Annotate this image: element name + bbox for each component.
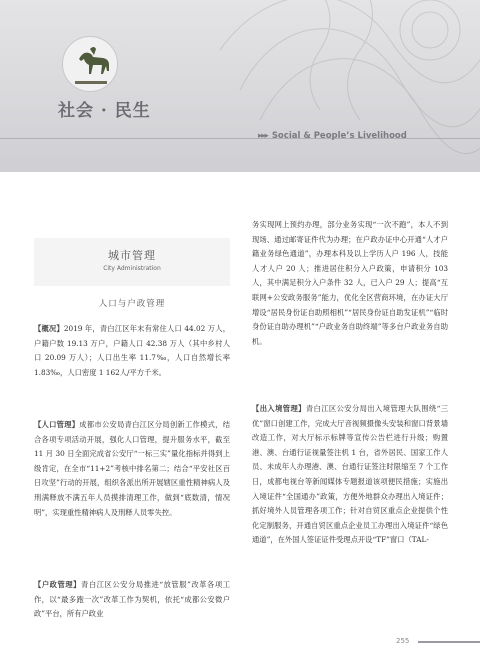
section-heading-box	[34, 238, 230, 286]
paragraph-household-management	[34, 578, 230, 622]
chapter-banner	[0, 0, 480, 172]
horse-icon	[63, 37, 119, 93]
paragraph-overview	[34, 322, 230, 380]
page-number: 255	[396, 637, 410, 645]
chapter-title: 社会 · 民生	[58, 101, 151, 121]
decorative-pattern	[200, 0, 480, 170]
paragraph-tag: 【概况】	[34, 324, 64, 333]
paragraph-tag: 【人口管理】	[34, 420, 80, 429]
paragraph-tag: 【出入境管理】	[252, 404, 306, 413]
bronze-horse-emblem	[62, 36, 118, 92]
paragraph-text: 务实现网上预约办理，部分业务实现“一次不跑”，本人不到现场、通过邮寄证件代为办理；在户政办证中心开通“人才户籍业务绿色通道”，办理本科及以上学历人户 196 人，技能人才人户 20 人；推进居住积分入户政策，申请积分 103 人，其中满足积分入户条件 32 人，已入户 29 人；提高“互联网+公安政务服务”能力，优化全区营商环境，在办证大厅增设“居民身份证自助照相机”“居民身份证自助发证机”“临时身份证自助办理机”“户政业务自助终端”等多台户政业务自助机。	[252, 220, 448, 346]
section-title: 城市管理	[108, 249, 156, 262]
chapter-subtitle-text: Social & People’s Livelihood	[271, 131, 407, 141]
page-number-rule	[418, 641, 480, 643]
banner-divider	[0, 138, 480, 139]
paragraph-text: 2019 年，青白江区年末有常住人口 44.02 万人，户籍户数 19.13 万户，户籍人口 42.38 万人（其中乡村人口 20.09 万人）；人口出生率 11.7‰，人口自然增长率 1.83‰，人口密度 1 162人/平方千米。	[34, 324, 231, 377]
section-subhead: 人口与户政管理	[98, 299, 166, 309]
paragraph-text: 青白江区公安分局出入境管理大队围绕“三优”窗口创建工作，完成大厅音视频摄像头安装和窗口背景墙改造工作，对大厅标示标牌等宣传公告栏进行升级；购置港、澳、台通行证视量签注机 1 台，省外居民、国家工作人员、未成年人办理港、澳、台通行证签注时限缩至 7 个工作日，成都电视台等新闻媒体专题报道该项便民措施；实施出入境证件“全国通办”政策，方便外地群众办理出入境证件；抓好境外人员管理各项工作；针对自贸区重点企业提供个性化定制服务，开通自贸区重点企业员工办理出入境证件“绿色通道”，在外国人签证证件受理点开设“TF”窗口（TAL-	[252, 404, 449, 545]
paragraph-household-continued	[252, 218, 448, 349]
paragraph-tag: 【户政管理】	[34, 580, 81, 589]
paragraph-text: 青白江区公安分局推进“放管服”改革各项工作，以“最多跑一次”改革工作为契机，依托“成都公安微户政”平台，所有户政业	[34, 580, 230, 619]
section-title-en: City Administration	[103, 265, 161, 272]
arrow-icons: ▸▸▸	[258, 131, 268, 141]
chapter-subtitle	[258, 131, 407, 141]
paragraph-text: 成都市公安局青白江区分局创新工作模式，结合各项专项活动开展，强化人口管理，提升服务水平，截至 11 月 30 日全面完成省公安厅“一标三实”量化指标并得到上级肯定，在全市“11+2”考核中排名第二；结合“平安社区百日攻坚”行动的开展，组织各派出所开展辖区重性精神病人及刑满释放不满五年人员摸排清理工作，做到“底数清，情况明”，实现重性精神病人及刑释人员零失控。	[34, 420, 231, 517]
paragraph-population-management	[34, 418, 230, 520]
paragraph-exit-entry	[252, 402, 448, 548]
